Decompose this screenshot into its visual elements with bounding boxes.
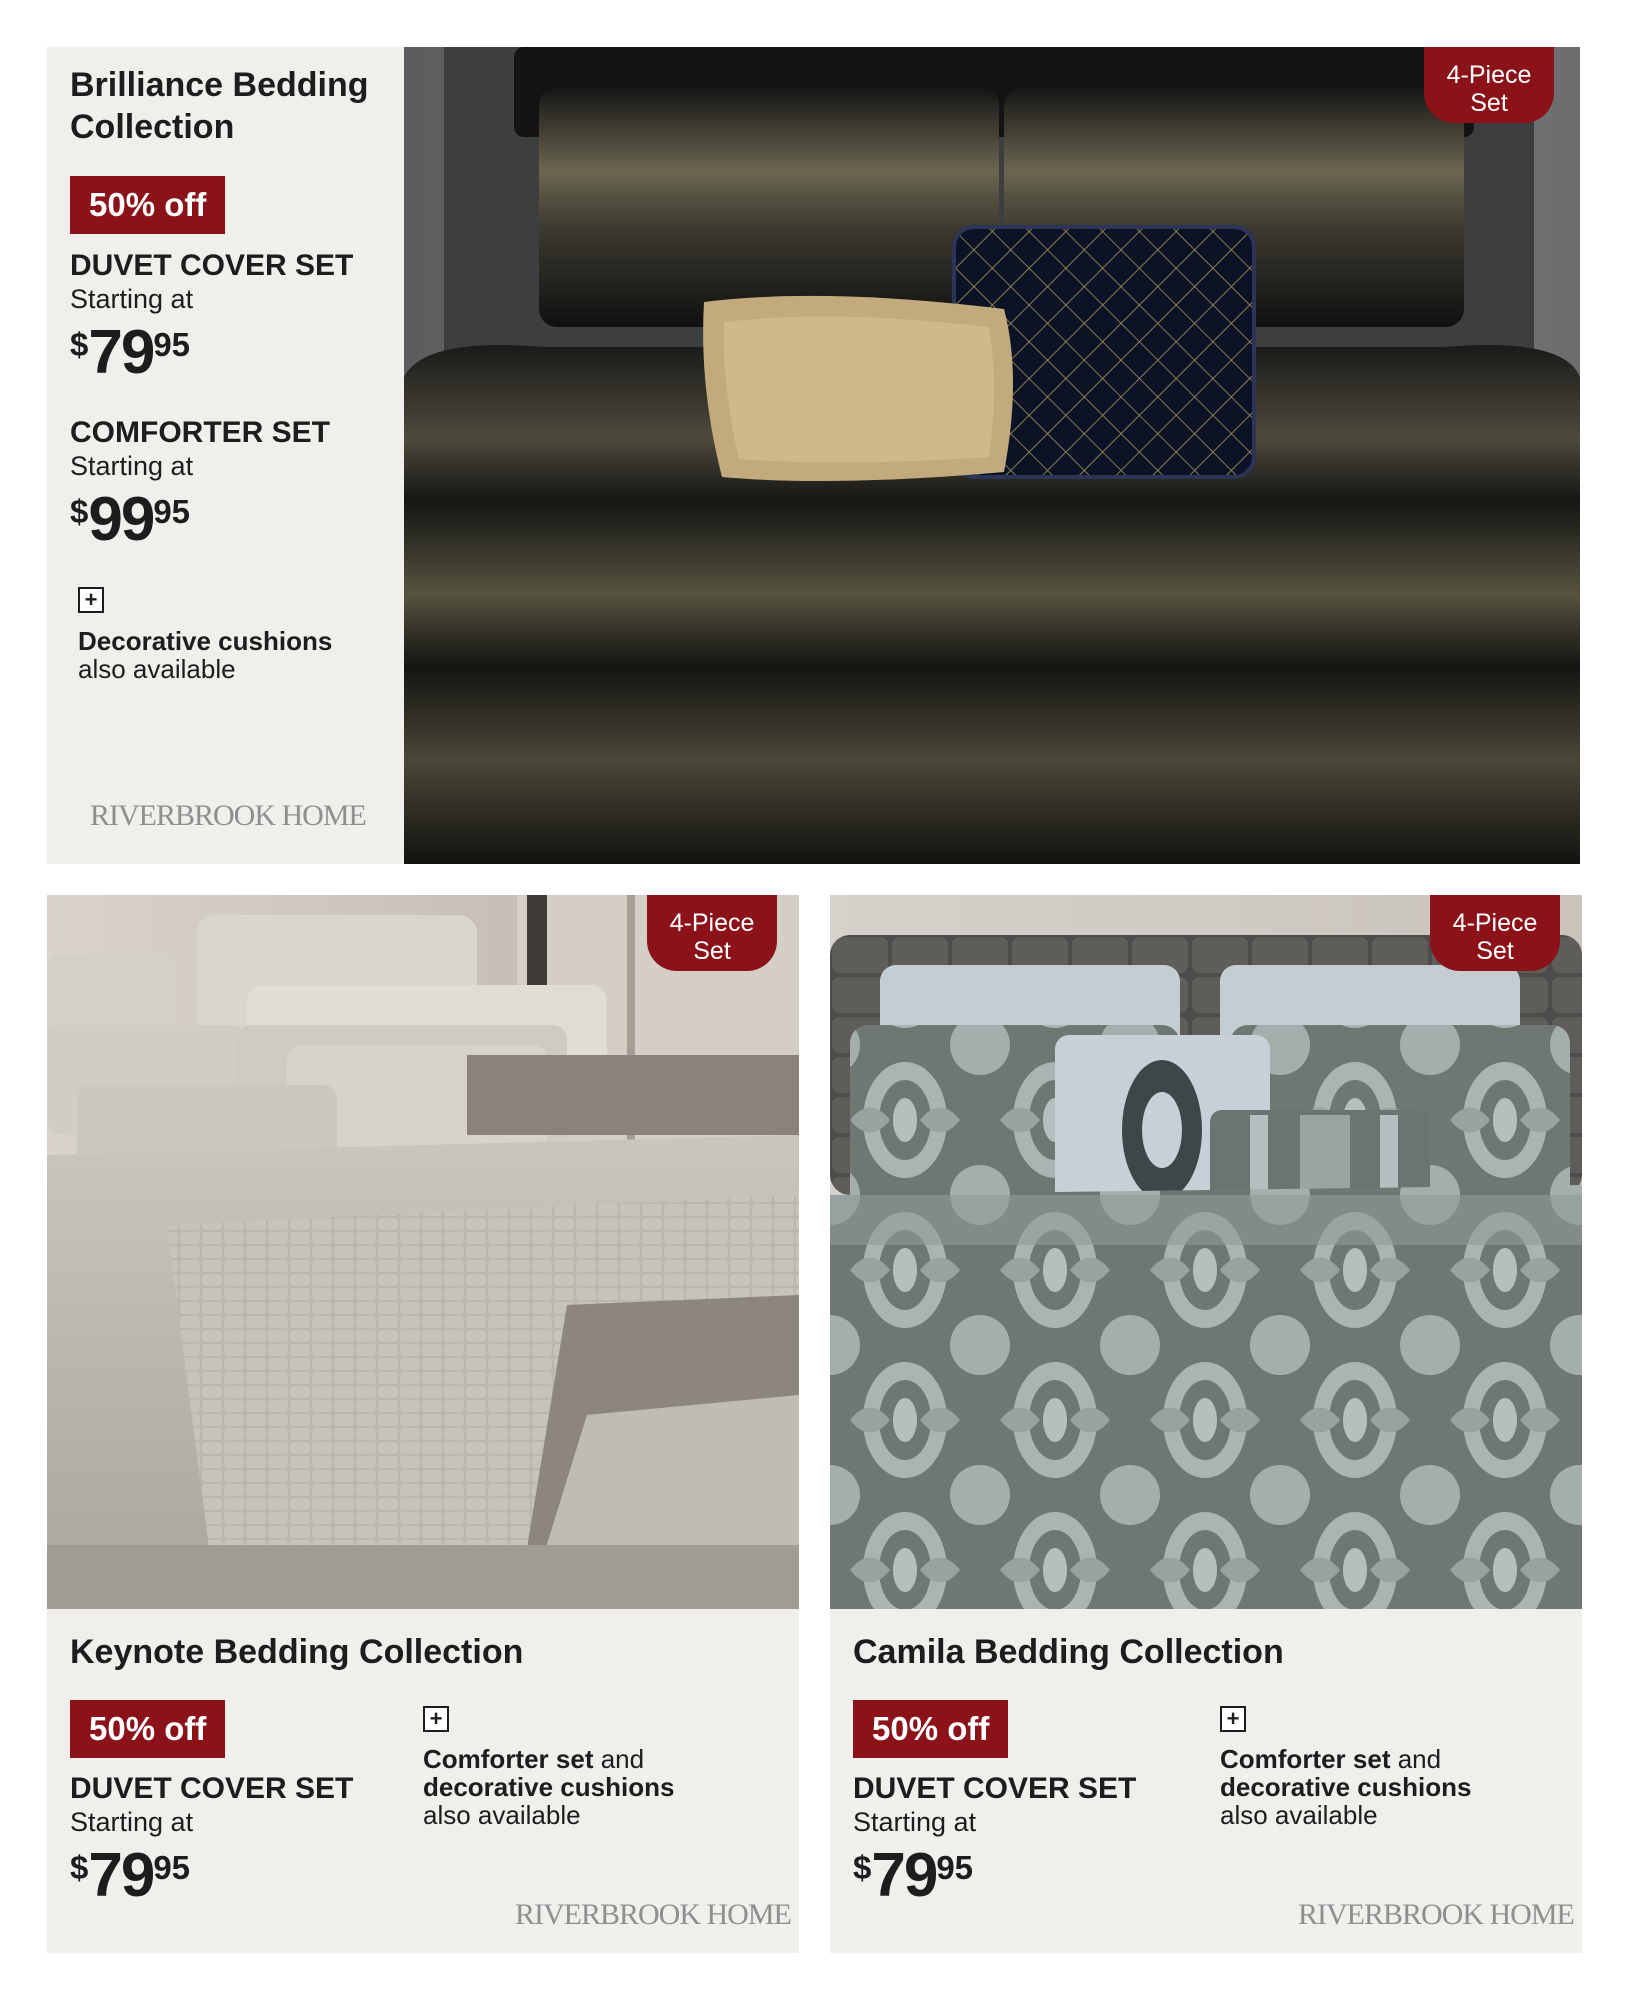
comforter-price bbox=[70, 485, 191, 554]
brilliance-bedding-photo bbox=[404, 47, 1580, 864]
badge-line: 4-Piece bbox=[669, 909, 755, 937]
availability-note bbox=[78, 627, 332, 683]
duvet-label: DUVET COVER SET bbox=[70, 1772, 354, 1805]
starting-at-label: Starting at bbox=[70, 451, 194, 481]
badge-line: Set bbox=[1470, 89, 1508, 117]
plus-icon: + bbox=[78, 587, 104, 613]
product-title: Keynote Bedding Collection bbox=[70, 1633, 524, 1671]
price-cents: 95 bbox=[153, 326, 191, 363]
plus-icon: + bbox=[1220, 1706, 1246, 1732]
badge-line: 4-Piece bbox=[1452, 909, 1538, 937]
starting-at-label: Starting at bbox=[70, 284, 194, 314]
availability-note bbox=[423, 1745, 674, 1829]
brand-logo: RIVERBROOK HOME bbox=[90, 799, 366, 832]
price-dollars: 79 bbox=[88, 1841, 154, 1910]
note-line: Decorative cushions bbox=[78, 626, 333, 656]
plus-icon: + bbox=[423, 1706, 449, 1732]
price-cents: 95 bbox=[153, 1849, 191, 1886]
price-dollars: 79 bbox=[871, 1841, 937, 1910]
note-line: decorative cushions bbox=[1220, 1772, 1472, 1802]
currency-symbol: $ bbox=[70, 326, 89, 363]
note-bold-text: Comforter set bbox=[1220, 1744, 1391, 1774]
note-line bbox=[423, 1745, 674, 1773]
note-bold-text: Comforter set bbox=[423, 1744, 594, 1774]
brand-logo: RIVERBROOK HOME bbox=[515, 1898, 791, 1931]
note-text: and bbox=[593, 1744, 645, 1774]
piece-set-badge bbox=[1430, 895, 1560, 971]
keynote-bedding-photo bbox=[47, 895, 799, 1609]
note-line: also available bbox=[1220, 1800, 1378, 1830]
camila-bedding-photo bbox=[830, 895, 1582, 1609]
discount-badge: 50% off bbox=[70, 1700, 225, 1758]
duvet-label: DUVET COVER SET bbox=[70, 249, 354, 282]
availability-note bbox=[1220, 1745, 1471, 1829]
product-title-line: Brilliance Bedding bbox=[70, 66, 369, 104]
price-dollars: 79 bbox=[88, 318, 154, 387]
piece-set-badge bbox=[1424, 47, 1554, 123]
duvet-price bbox=[70, 1841, 191, 1910]
badge-line: Set bbox=[1476, 937, 1514, 965]
duvet-label: DUVET COVER SET bbox=[853, 1772, 1137, 1805]
brand-logo: RIVERBROOK HOME bbox=[1298, 1898, 1574, 1931]
currency-symbol: $ bbox=[853, 1849, 872, 1886]
currency-symbol: $ bbox=[70, 1849, 89, 1886]
note-line bbox=[1220, 1745, 1471, 1773]
starting-at-label: Starting at bbox=[70, 1807, 194, 1837]
product-title bbox=[70, 64, 369, 148]
currency-symbol: $ bbox=[70, 493, 89, 530]
badge-line: 4-Piece bbox=[1446, 61, 1532, 89]
note-line: also available bbox=[78, 654, 236, 684]
discount-badge: 50% off bbox=[853, 1700, 1008, 1758]
badge-line: Set bbox=[693, 937, 731, 965]
note-line: decorative cushions bbox=[423, 1772, 675, 1802]
price-dollars: 99 bbox=[88, 485, 154, 554]
product-title-line: Collection bbox=[70, 108, 235, 146]
comforter-label: COMFORTER SET bbox=[70, 416, 330, 449]
note-text: and bbox=[1390, 1744, 1442, 1774]
starting-at-label: Starting at bbox=[853, 1807, 977, 1837]
duvet-price bbox=[853, 1841, 974, 1910]
price-cents: 95 bbox=[936, 1849, 974, 1886]
piece-set-badge bbox=[647, 895, 777, 971]
note-line: also available bbox=[423, 1800, 581, 1830]
product-title: Camila Bedding Collection bbox=[853, 1633, 1284, 1671]
price-cents: 95 bbox=[153, 493, 191, 530]
discount-badge: 50% off bbox=[70, 176, 225, 234]
duvet-price bbox=[70, 318, 191, 387]
